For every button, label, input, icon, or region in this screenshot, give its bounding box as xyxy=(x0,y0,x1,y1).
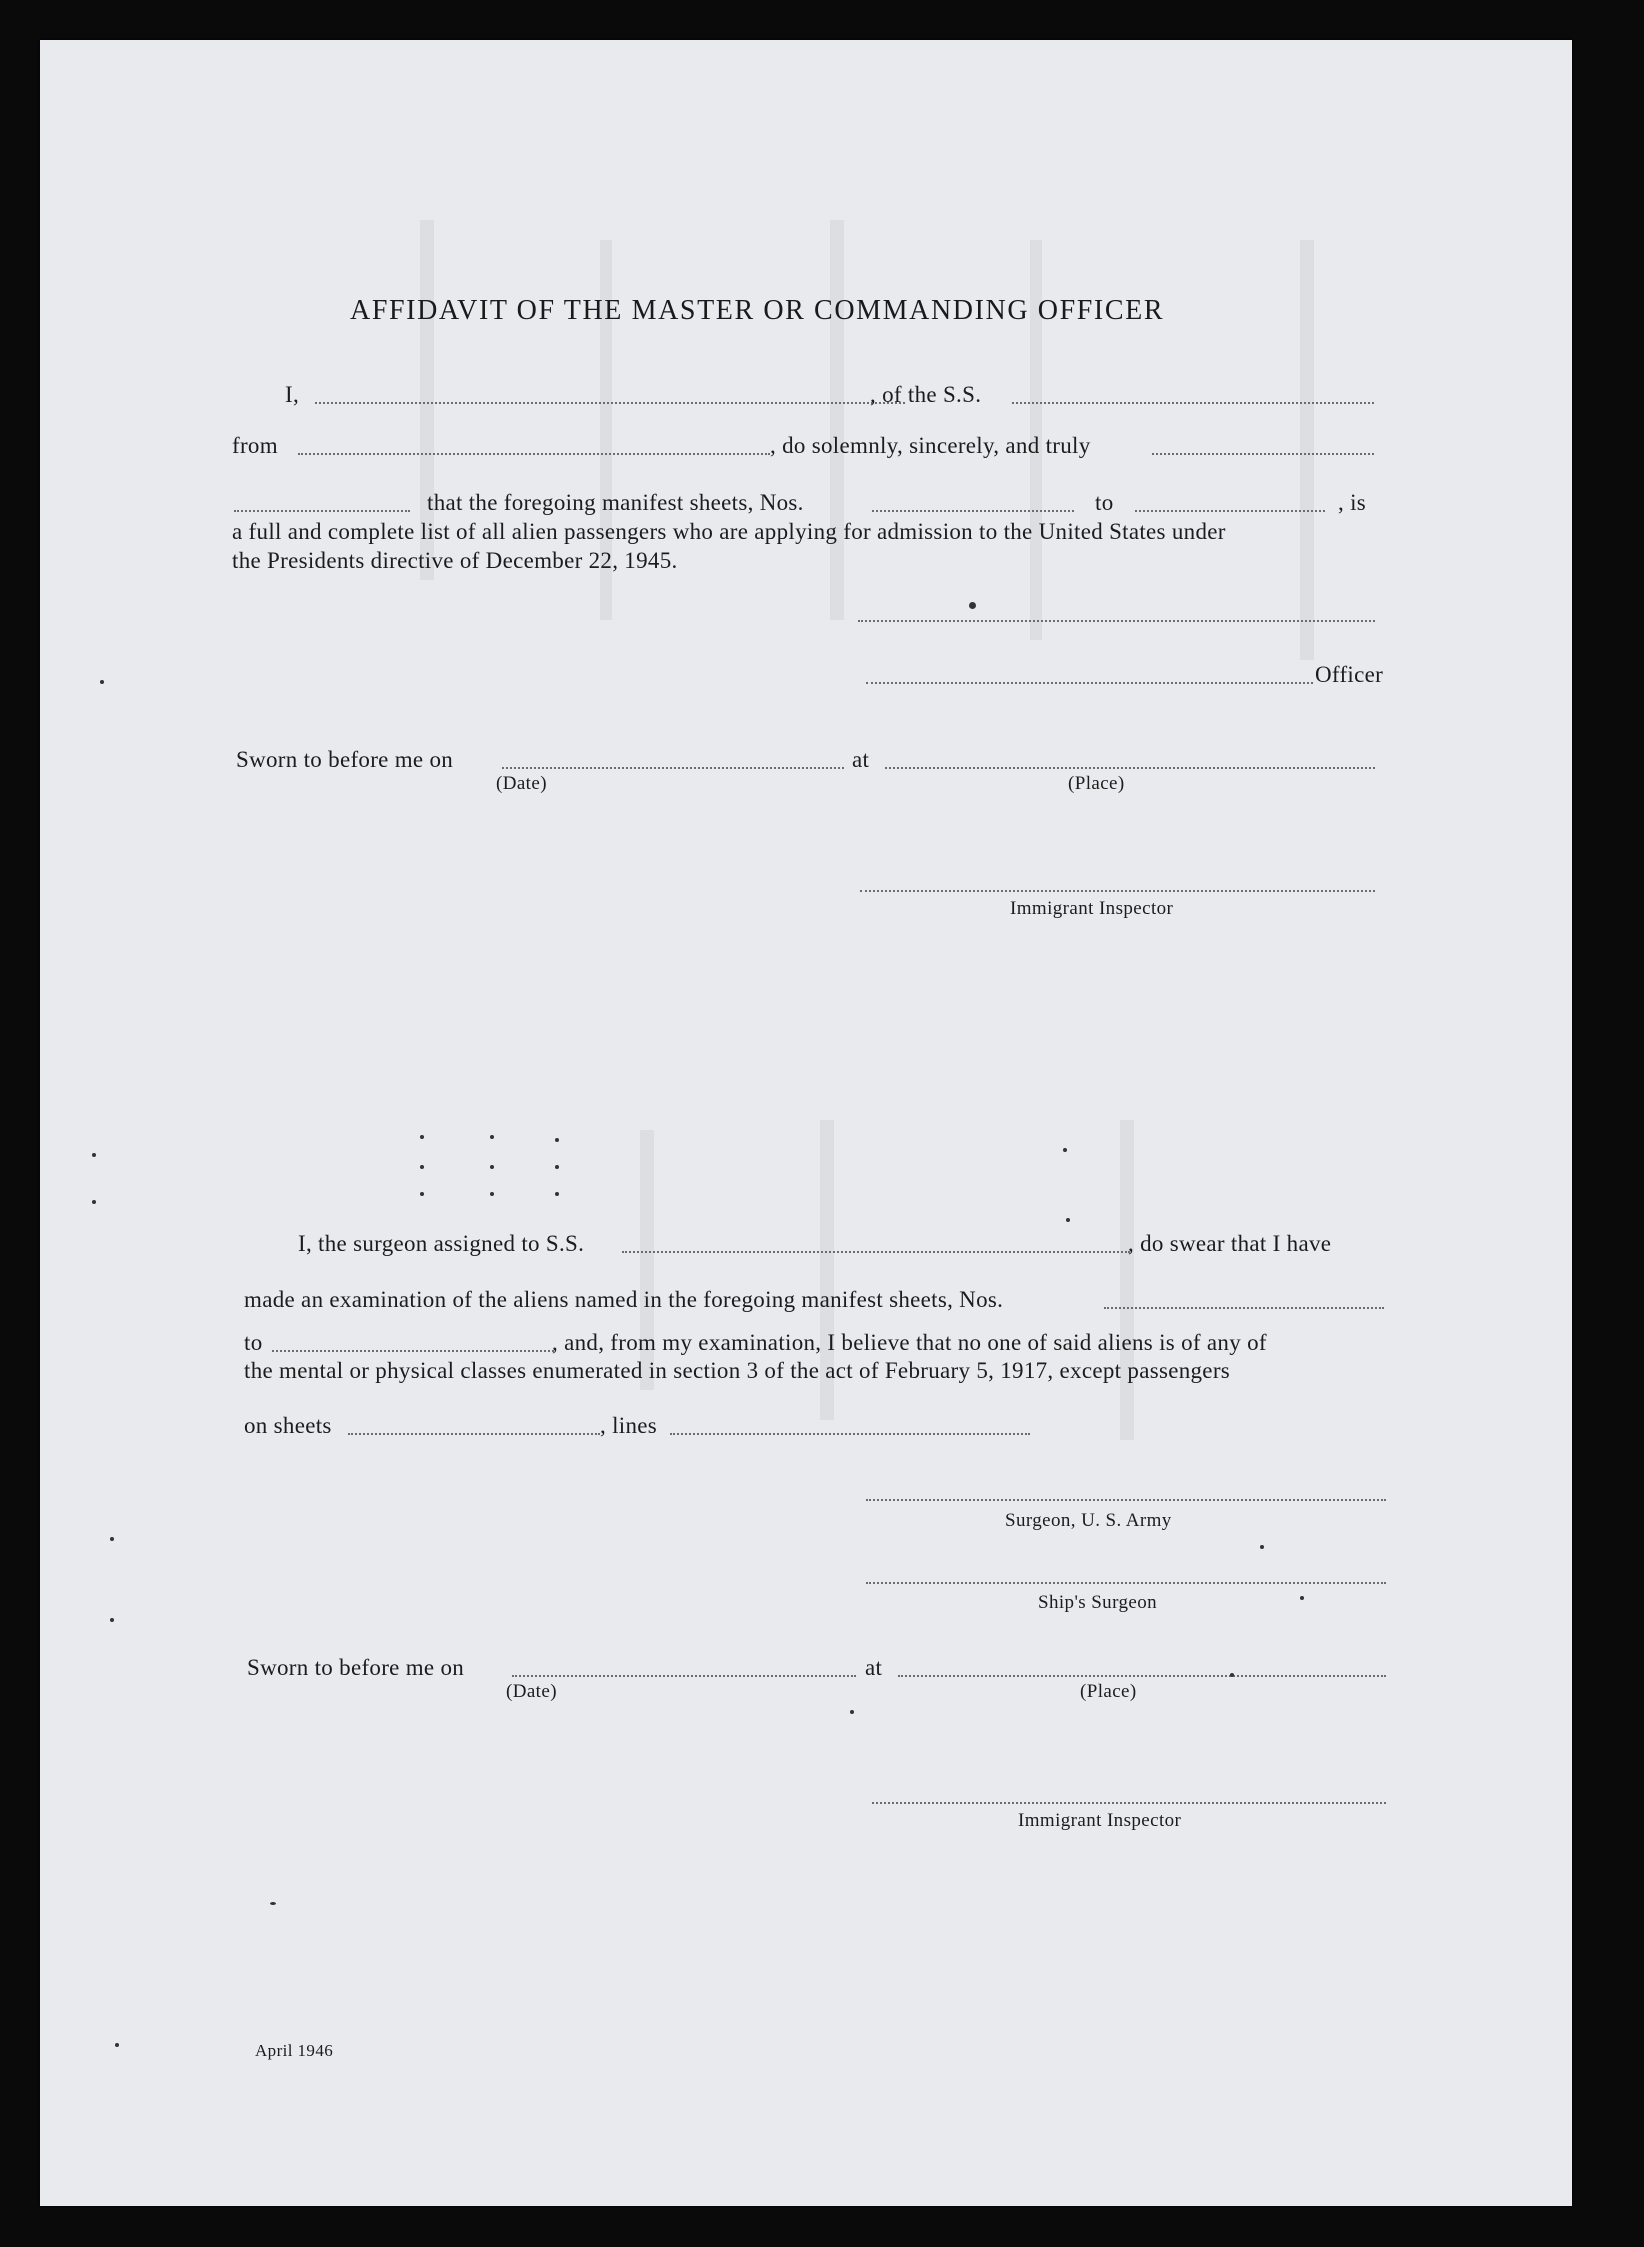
ink-speck xyxy=(490,1192,494,1196)
ink-speck xyxy=(850,1710,854,1714)
surgeon-ship-field[interactable] xyxy=(622,1251,1130,1253)
passenger-list-line: a full and complete list of all alien passengers who are applying for admission to the United States under xyxy=(232,519,1226,544)
sworn-place-field-2[interactable] xyxy=(898,1675,1386,1677)
sworn-date-field[interactable] xyxy=(502,767,844,769)
officer-label: Officer xyxy=(1315,662,1384,687)
place-caption: (Place) xyxy=(1068,773,1125,794)
ink-speck xyxy=(92,1153,96,1157)
ink-speck xyxy=(969,602,976,609)
ink-speck xyxy=(1300,1596,1304,1600)
ink-speck xyxy=(490,1135,494,1139)
exam-sheet-from-field[interactable] xyxy=(1104,1307,1384,1309)
signature-line[interactable] xyxy=(858,620,1375,622)
affirm-field-start[interactable] xyxy=(234,510,410,512)
exam-sheet-to-field[interactable] xyxy=(272,1350,554,1352)
inspector-caption-2: Immigrant Inspector xyxy=(1018,1810,1182,1831)
sworn-place-field[interactable] xyxy=(885,767,1375,769)
solemnly-text: , do solemnly, sincerely, and truly xyxy=(770,433,1091,458)
classes-line: the mental or physical classes enumerated in section 3 of the act of February 5, 1917, except passengers xyxy=(244,1358,1231,1383)
is-label: , is xyxy=(1338,490,1367,515)
sheet-no-from-field[interactable] xyxy=(872,510,1074,512)
ink-speck xyxy=(110,1618,114,1622)
surgeon-line: I, the surgeon assigned to S.S. xyxy=(298,1231,585,1256)
to-label-2: to xyxy=(244,1330,263,1355)
ink-speck xyxy=(1066,1218,1070,1222)
from-port-field[interactable] xyxy=(298,453,770,455)
sworn-date-field-2[interactable] xyxy=(512,1675,856,1677)
inspector-signature-line[interactable] xyxy=(860,890,1375,892)
ink-speck xyxy=(420,1135,424,1139)
ship-surgeon-caption: Ship's Surgeon xyxy=(1038,1592,1157,1613)
to-label: to xyxy=(1095,490,1114,515)
form-title: AFFIDAVIT OF THE MASTER OR COMMANDING OFFICER xyxy=(350,295,1165,326)
sworn-label: Sworn to before me on xyxy=(236,747,454,772)
ink-speck xyxy=(100,680,104,684)
affidavit-form-page xyxy=(40,40,1572,2206)
exception-sheets-field[interactable] xyxy=(348,1433,600,1435)
ink-speck xyxy=(115,2043,119,2047)
at-label-2: at xyxy=(865,1655,883,1680)
inspector-signature-line-2[interactable] xyxy=(872,1802,1386,1804)
master-name-field[interactable] xyxy=(315,402,905,404)
foregoing-text: that the foregoing manifest sheets, Nos. xyxy=(427,490,804,515)
ink-speck xyxy=(110,1537,114,1541)
ink-speck xyxy=(420,1192,424,1196)
date-caption: (Date) xyxy=(496,773,547,794)
swear-text: , do swear that I have xyxy=(1128,1231,1332,1256)
sworn-label-2: Sworn to before me on xyxy=(247,1655,465,1680)
ink-speck xyxy=(1230,1673,1234,1677)
army-surgeon-caption: Surgeon, U. S. Army xyxy=(1005,1510,1172,1531)
date-caption-2: (Date) xyxy=(506,1681,557,1702)
on-sheets-label: on sheets xyxy=(244,1413,332,1438)
ink-speck xyxy=(555,1192,559,1196)
bleed-through-column xyxy=(830,220,844,620)
affirm-field-end[interactable] xyxy=(1152,453,1374,455)
ship-surgeon-signature[interactable] xyxy=(866,1582,1386,1584)
ink-speck xyxy=(1260,1545,1264,1549)
from-label: from xyxy=(232,433,278,458)
ship-name-field[interactable] xyxy=(1012,402,1374,404)
directive-line: the Presidents directive of December 22, 1945. xyxy=(232,548,678,573)
ink-speck xyxy=(420,1165,424,1169)
of-ss-label: , of the S.S. xyxy=(870,382,982,407)
exception-lines-field[interactable] xyxy=(670,1433,1030,1435)
bleed-through-column xyxy=(1300,240,1314,660)
place-caption-2: (Place) xyxy=(1080,1681,1137,1702)
examination-line: made an examination of the aliens named in the foregoing manifest sheets, Nos. xyxy=(244,1287,1004,1312)
form-date: April 1946 xyxy=(255,2041,334,2060)
officer-line[interactable] xyxy=(866,682,1313,684)
exam-result-text: , and, from my examination, I believe that no one of said aliens is of any of xyxy=(552,1330,1267,1355)
ink-speck xyxy=(92,1200,96,1204)
ink-speck xyxy=(270,1902,276,1905)
ink-speck xyxy=(1063,1148,1067,1152)
sheet-no-to-field[interactable] xyxy=(1135,510,1325,512)
inspector-caption: Immigrant Inspector xyxy=(1010,898,1174,919)
lines-label: , lines xyxy=(600,1413,658,1438)
ink-speck xyxy=(555,1138,559,1142)
at-label: at xyxy=(852,747,870,772)
i-label: I, xyxy=(285,382,300,407)
bleed-through-column xyxy=(1120,1120,1134,1440)
army-surgeon-signature[interactable] xyxy=(866,1499,1386,1501)
ink-speck xyxy=(490,1165,494,1169)
ink-speck xyxy=(555,1165,559,1169)
